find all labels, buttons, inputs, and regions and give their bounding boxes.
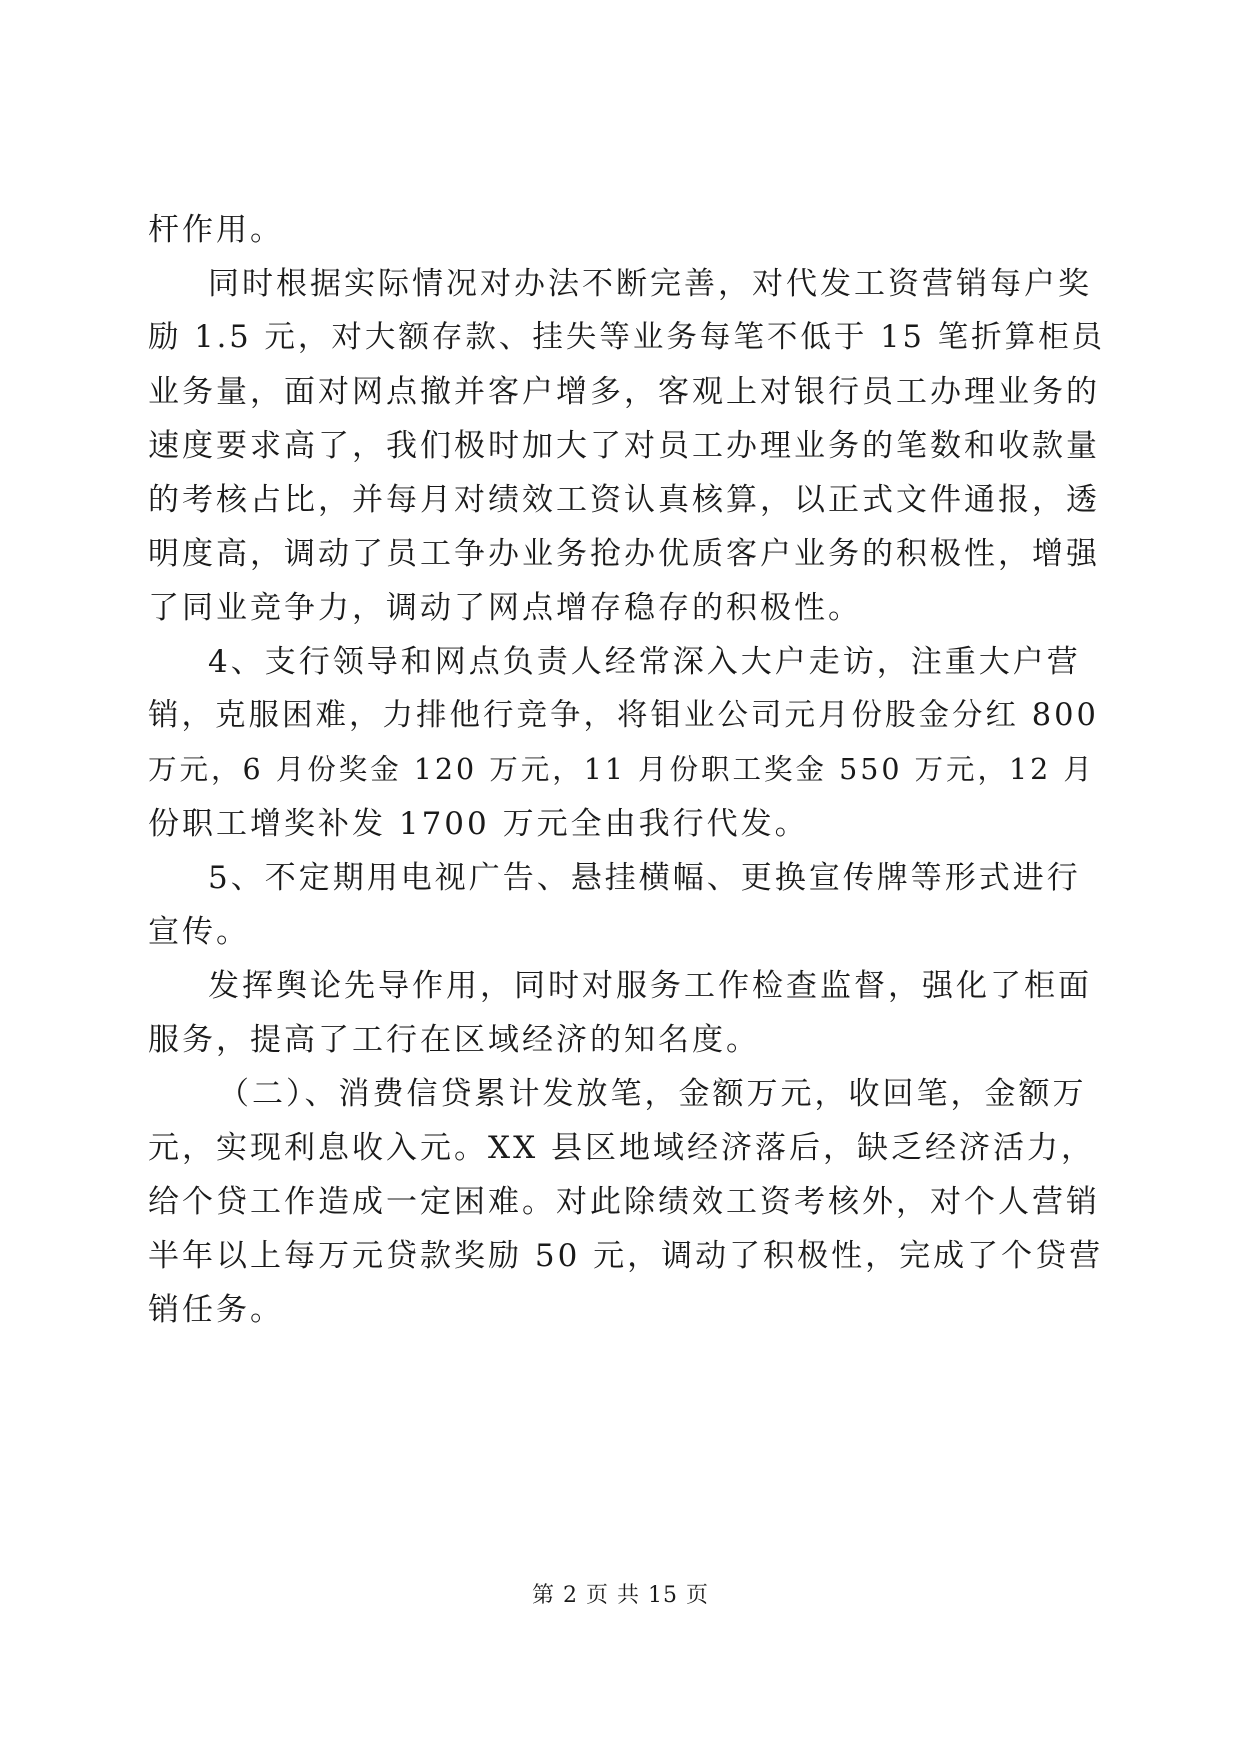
- text-line: 5、不定期用电视广告、悬挂横幅、更换宣传牌等形式进行: [208, 860, 1081, 896]
- text-line: 4、支行领导和网点负责人经常深入大户走访，注重大户营: [208, 644, 1081, 680]
- text-line: 份职工增奖补发 1700 万元全由我行代发。: [148, 806, 809, 842]
- text-line: 励 1.5 元，对大额存款、挂失等业务每笔不低于 15 笔折算柜员: [148, 320, 1106, 355]
- text-line: 杆作用。: [148, 212, 284, 248]
- text-line: 服务，提高了工行在区域经济的知名度。: [148, 1022, 760, 1058]
- text-line: 业务量，面对网点撤并客户增多，客观上对银行员工办理业务的: [148, 374, 1100, 410]
- text-line: 速度要求高了，我们极时加大了对员工办理业务的笔数和收款量: [148, 428, 1100, 464]
- text-line: 宣传。: [148, 914, 250, 950]
- text-line: 销，克服困难，力排他行竞争，将钼业公司元月份股金分红 800: [148, 698, 1099, 733]
- text-line: 同时根据实际情况对办法不断完善，对代发工资营销每户奖: [208, 266, 1092, 302]
- text-line: 发挥舆论先导作用，同时对服务工作检查监督，强化了柜面: [208, 968, 1092, 1004]
- text-line: 半年以上每万元贷款奖励 50 元，调动了积极性，完成了个贷营: [148, 1238, 1104, 1274]
- text-line: 元，实现利息收入元。XX 县区地域经济落后，缺乏经济活力，: [148, 1130, 1095, 1166]
- text-line: 的考核占比，并每月对绩效工资认真核算，以正式文件通报，透: [148, 482, 1100, 518]
- text-line: （二）、消费信贷累计发放笔，金额万元，收回笔，金额万: [218, 1076, 1087, 1112]
- text-line: 明度高，调动了员工争办业务抢办优质客户业务的积极性，增强: [148, 536, 1100, 572]
- text-line: 销任务。: [148, 1292, 284, 1328]
- text-line: 了同业竞争力，调动了网点增存稳存的积极性。: [148, 590, 862, 626]
- text-line: 万元，6 月份奖金 120 万元，11 月份职工奖金 550 万元，12 月: [148, 753, 1095, 786]
- page-number-footer: 第 2 页 共 15 页: [532, 1583, 709, 1608]
- text-line: 给个贷工作造成一定困难。对此除绩效工资考核外，对个人营销: [148, 1184, 1100, 1220]
